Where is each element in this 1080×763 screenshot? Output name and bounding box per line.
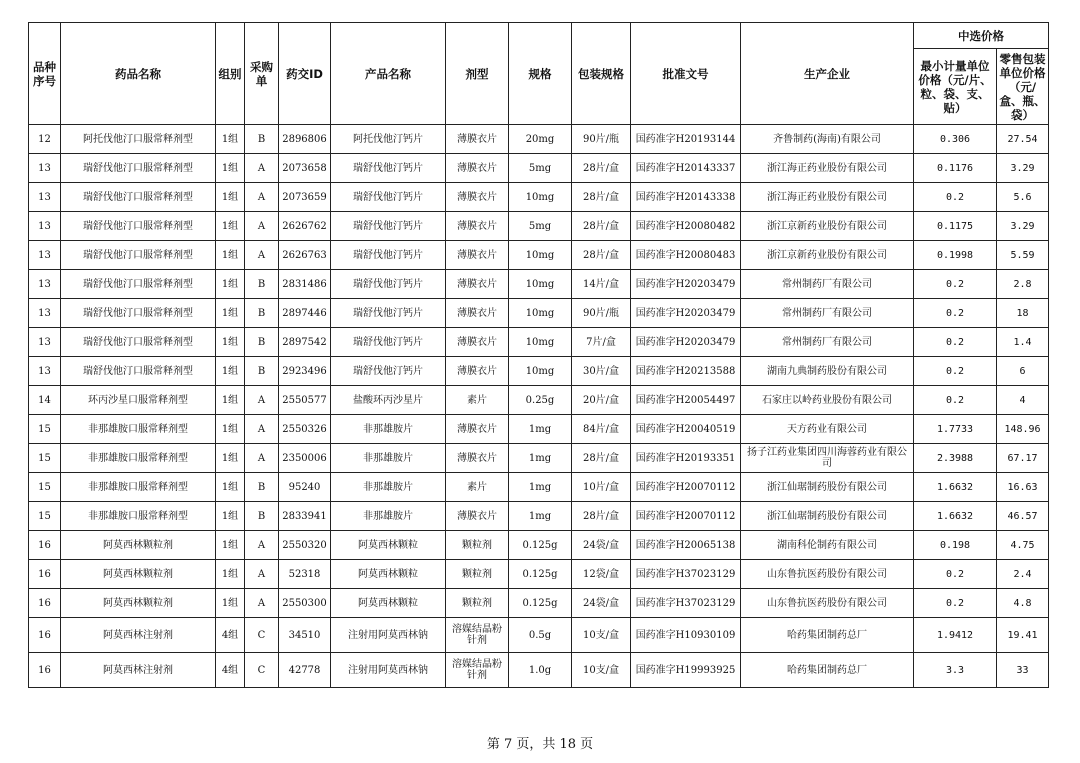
cell-purchase: A (245, 415, 279, 444)
cell-form: 薄膜衣片 (446, 328, 509, 357)
cell-product: 瑞舒伐他汀钙片 (331, 183, 446, 212)
cell-drug-name: 阿莫西林注射剂 (61, 618, 216, 653)
cell-form: 薄膜衣片 (446, 415, 509, 444)
cell-group: 1组 (216, 531, 245, 560)
table-body (29, 125, 1049, 688)
cell-drug-name: 瑞舒伐他汀口服常释剂型 (61, 241, 216, 270)
cell-maker: 山东鲁抗医药股份有限公司 (741, 560, 914, 589)
cell-approval: 国药准字H20070112 (631, 502, 741, 531)
cell-maker: 扬子江药业集团四川海蓉药业有限公司 (741, 444, 914, 473)
cell-maker: 山东鲁抗医药股份有限公司 (741, 589, 914, 618)
cell-spec: 1mg (509, 415, 572, 444)
cell-id: 2073658 (279, 154, 331, 183)
cell-spec: 1mg (509, 502, 572, 531)
cell-id: 2897446 (279, 299, 331, 328)
table-row (29, 502, 1049, 531)
cell-unit-price: 0.2 (914, 299, 997, 328)
cell-maker: 浙江海正药业股份有限公司 (741, 183, 914, 212)
cell-unit-price: 0.2 (914, 328, 997, 357)
cell-approval: 国药准字H20203479 (631, 299, 741, 328)
header-pack: 包装规格 (572, 23, 631, 125)
cell-group: 1组 (216, 357, 245, 386)
cell-drug-name: 非那雄胺口服常释剂型 (61, 444, 216, 473)
cell-pack-price: 3.29 (997, 212, 1049, 241)
header-drug-name: 药品名称 (61, 23, 216, 125)
cell-product: 非那雄胺片 (331, 444, 446, 473)
table-row (29, 415, 1049, 444)
cell-seq: 15 (29, 415, 61, 444)
cell-pack-price: 27.54 (997, 125, 1049, 154)
cell-approval: 国药准字H20065138 (631, 531, 741, 560)
header-unit-price: 最小计量单位价格（元/片、粒、袋、支、贴） (914, 49, 997, 125)
cell-form: 薄膜衣片 (446, 212, 509, 241)
cell-pack: 30片/盒 (572, 357, 631, 386)
cell-product: 瑞舒伐他汀钙片 (331, 270, 446, 299)
cell-pack: 90片/瓶 (572, 299, 631, 328)
cell-seq: 13 (29, 299, 61, 328)
cell-spec: 5mg (509, 212, 572, 241)
cell-form: 素片 (446, 473, 509, 502)
header-group: 组别 (216, 23, 245, 125)
cell-seq: 14 (29, 386, 61, 415)
cell-drug-name: 环丙沙星口服常释剂型 (61, 386, 216, 415)
table-row (29, 589, 1049, 618)
cell-spec: 1.0g (509, 653, 572, 688)
cell-seq: 16 (29, 653, 61, 688)
cell-id: 2923496 (279, 357, 331, 386)
cell-product: 注射用阿莫西林钠 (331, 653, 446, 688)
cell-purchase: A (245, 589, 279, 618)
cell-seq: 13 (29, 212, 61, 241)
cell-unit-price: 0.1176 (914, 154, 997, 183)
cell-seq: 16 (29, 560, 61, 589)
cell-group: 1组 (216, 125, 245, 154)
cell-unit-price: 1.7733 (914, 415, 997, 444)
cell-pack-price: 2.8 (997, 270, 1049, 299)
cell-drug-name: 瑞舒伐他汀口服常释剂型 (61, 212, 216, 241)
cell-pack-price: 2.4 (997, 560, 1049, 589)
header-seq: 品种序号 (29, 23, 61, 125)
cell-spec: 5mg (509, 154, 572, 183)
header-spec: 规格 (509, 23, 572, 125)
cell-purchase: A (245, 183, 279, 212)
cell-product: 瑞舒伐他汀钙片 (331, 154, 446, 183)
cell-maker: 浙江京新药业股份有限公司 (741, 241, 914, 270)
cell-pack-price: 4 (997, 386, 1049, 415)
table-row (29, 560, 1049, 589)
cell-unit-price: 0.306 (914, 125, 997, 154)
header-price-group: 中选价格 (914, 23, 1049, 49)
cell-purchase: B (245, 299, 279, 328)
cell-approval: 国药准字H20080482 (631, 212, 741, 241)
cell-purchase: B (245, 125, 279, 154)
cell-maker: 石家庄以岭药业股份有限公司 (741, 386, 914, 415)
table-row (29, 299, 1049, 328)
cell-product: 注射用阿莫西林钠 (331, 618, 446, 653)
cell-purchase: B (245, 270, 279, 299)
cell-maker: 常州制药厂有限公司 (741, 299, 914, 328)
cell-purchase: C (245, 653, 279, 688)
cell-drug-name: 瑞舒伐他汀口服常释剂型 (61, 299, 216, 328)
cell-pack-price: 6 (997, 357, 1049, 386)
cell-maker: 浙江仙琚制药股份有限公司 (741, 473, 914, 502)
cell-drug-name: 瑞舒伐他汀口服常释剂型 (61, 357, 216, 386)
cell-form: 薄膜衣片 (446, 125, 509, 154)
table-row (29, 183, 1049, 212)
cell-pack-price: 3.29 (997, 154, 1049, 183)
table-row (29, 473, 1049, 502)
cell-pack-price: 5.6 (997, 183, 1049, 212)
cell-approval: 国药准字H10930109 (631, 618, 741, 653)
cell-approval: 国药准字H20213588 (631, 357, 741, 386)
cell-seq: 12 (29, 125, 61, 154)
cell-pack: 24袋/盒 (572, 589, 631, 618)
cell-product: 阿莫西林颗粒 (331, 589, 446, 618)
cell-spec: 10mg (509, 183, 572, 212)
cell-approval: 国药准字H20054497 (631, 386, 741, 415)
header-approval: 批准文号 (631, 23, 741, 125)
cell-group: 1组 (216, 328, 245, 357)
header-product: 产品名称 (331, 23, 446, 125)
cell-approval: 国药准字H20143337 (631, 154, 741, 183)
cell-id: 95240 (279, 473, 331, 502)
cell-id: 2550577 (279, 386, 331, 415)
cell-maker: 湖南九典制药股份有限公司 (741, 357, 914, 386)
cell-unit-price: 0.1998 (914, 241, 997, 270)
cell-unit-price: 0.2 (914, 183, 997, 212)
cell-group: 1组 (216, 415, 245, 444)
table-row (29, 125, 1049, 154)
cell-drug-name: 阿莫西林颗粒剂 (61, 531, 216, 560)
cell-product: 非那雄胺片 (331, 473, 446, 502)
cell-unit-price: 0.198 (914, 531, 997, 560)
cell-purchase: A (245, 560, 279, 589)
cell-spec: 0.125g (509, 589, 572, 618)
cell-drug-name: 瑞舒伐他汀口服常释剂型 (61, 183, 216, 212)
cell-drug-name: 非那雄胺口服常释剂型 (61, 415, 216, 444)
cell-pack-price: 33 (997, 653, 1049, 688)
cell-seq: 15 (29, 502, 61, 531)
cell-id: 52318 (279, 560, 331, 589)
cell-pack: 7片/盒 (572, 328, 631, 357)
header-pack-price: 零售包装单位价格（元/盒、瓶、袋） (997, 49, 1049, 125)
cell-form: 薄膜衣片 (446, 270, 509, 299)
cell-product: 阿莫西林颗粒 (331, 560, 446, 589)
cell-form: 颗粒剂 (446, 589, 509, 618)
cell-group: 1组 (216, 589, 245, 618)
cell-pack: 10片/盒 (572, 473, 631, 502)
cell-product: 非那雄胺片 (331, 502, 446, 531)
cell-pack: 20片/盒 (572, 386, 631, 415)
cell-approval: 国药准字H20203479 (631, 270, 741, 299)
cell-pack: 28片/盒 (572, 154, 631, 183)
cell-product: 阿莫西林颗粒 (331, 531, 446, 560)
cell-group: 1组 (216, 502, 245, 531)
cell-unit-price: 2.3988 (914, 444, 997, 473)
cell-id: 2626762 (279, 212, 331, 241)
cell-purchase: A (245, 531, 279, 560)
cell-spec: 10mg (509, 241, 572, 270)
cell-pack: 90片/瓶 (572, 125, 631, 154)
cell-pack-price: 5.59 (997, 241, 1049, 270)
cell-purchase: A (245, 444, 279, 473)
cell-pack: 10支/盒 (572, 653, 631, 688)
cell-id: 2550300 (279, 589, 331, 618)
cell-seq: 13 (29, 328, 61, 357)
cell-approval: 国药准字H37023129 (631, 560, 741, 589)
cell-product: 非那雄胺片 (331, 415, 446, 444)
cell-maker: 天方药业有限公司 (741, 415, 914, 444)
cell-approval: 国药准字H20193144 (631, 125, 741, 154)
table-row (29, 270, 1049, 299)
cell-spec: 20mg (509, 125, 572, 154)
cell-approval: 国药准字H20203479 (631, 328, 741, 357)
cell-group: 1组 (216, 183, 245, 212)
page-footer: 第 7 页，共 18 页 (486, 737, 594, 752)
cell-drug-name: 阿莫西林注射剂 (61, 653, 216, 688)
cell-spec: 0.125g (509, 531, 572, 560)
table-row (29, 357, 1049, 386)
cell-form: 素片 (446, 386, 509, 415)
table-row (29, 241, 1049, 270)
cell-drug-name: 阿莫西林颗粒剂 (61, 589, 216, 618)
table-row (29, 386, 1049, 415)
cell-drug-name: 瑞舒伐他汀口服常释剂型 (61, 328, 216, 357)
cell-group: 1组 (216, 560, 245, 589)
cell-seq: 13 (29, 270, 61, 299)
cell-purchase: B (245, 473, 279, 502)
cell-group: 1组 (216, 444, 245, 473)
cell-seq: 13 (29, 154, 61, 183)
cell-pack: 14片/盒 (572, 270, 631, 299)
cell-form: 薄膜衣片 (446, 241, 509, 270)
cell-drug-name: 非那雄胺口服常释剂型 (61, 502, 216, 531)
cell-unit-price: 0.2 (914, 560, 997, 589)
cell-seq: 13 (29, 241, 61, 270)
table-row (29, 328, 1049, 357)
cell-approval: 国药准字H20070112 (631, 473, 741, 502)
table-row (29, 531, 1049, 560)
cell-unit-price: 3.3 (914, 653, 997, 688)
cell-product: 瑞舒伐他汀钙片 (331, 212, 446, 241)
cell-id: 2073659 (279, 183, 331, 212)
cell-maker: 浙江京新药业股份有限公司 (741, 212, 914, 241)
cell-purchase: B (245, 357, 279, 386)
table-row (29, 444, 1049, 473)
cell-spec: 10mg (509, 270, 572, 299)
cell-drug-name: 阿莫西林颗粒剂 (61, 560, 216, 589)
cell-product: 瑞舒伐他汀钙片 (331, 299, 446, 328)
cell-spec: 10mg (509, 357, 572, 386)
cell-purchase: A (245, 241, 279, 270)
cell-form: 颗粒剂 (446, 531, 509, 560)
cell-pack-price: 1.4 (997, 328, 1049, 357)
cell-pack-price: 148.96 (997, 415, 1049, 444)
table-row (29, 154, 1049, 183)
cell-group: 1组 (216, 299, 245, 328)
cell-maker: 常州制药厂有限公司 (741, 270, 914, 299)
cell-purchase: C (245, 618, 279, 653)
cell-unit-price: 0.2 (914, 357, 997, 386)
cell-group: 1组 (216, 473, 245, 502)
drug-price-table (28, 22, 1049, 688)
cell-pack: 28片/盒 (572, 183, 631, 212)
cell-id: 2833941 (279, 502, 331, 531)
cell-form: 溶媒结晶粉针剂 (446, 653, 509, 688)
cell-seq: 15 (29, 444, 61, 473)
cell-pack: 24袋/盒 (572, 531, 631, 560)
cell-id: 34510 (279, 618, 331, 653)
cell-form: 薄膜衣片 (446, 299, 509, 328)
cell-pack: 10支/盒 (572, 618, 631, 653)
cell-approval: 国药准字H19993925 (631, 653, 741, 688)
cell-pack-price: 18 (997, 299, 1049, 328)
cell-approval: 国药准字H37023129 (631, 589, 741, 618)
cell-unit-price: 0.2 (914, 386, 997, 415)
cell-spec: 10mg (509, 328, 572, 357)
cell-pack: 28片/盒 (572, 241, 631, 270)
cell-form: 薄膜衣片 (446, 444, 509, 473)
cell-pack-price: 16.63 (997, 473, 1049, 502)
cell-group: 4组 (216, 618, 245, 653)
cell-id: 2550320 (279, 531, 331, 560)
cell-purchase: A (245, 386, 279, 415)
cell-maker: 哈药集团制药总厂 (741, 618, 914, 653)
cell-seq: 13 (29, 183, 61, 212)
table-row (29, 212, 1049, 241)
cell-form: 薄膜衣片 (446, 502, 509, 531)
cell-pack-price: 4.8 (997, 589, 1049, 618)
cell-spec: 1mg (509, 444, 572, 473)
cell-product: 盐酸环丙沙星片 (331, 386, 446, 415)
cell-pack-price: 46.57 (997, 502, 1049, 531)
cell-product: 阿托伐他汀钙片 (331, 125, 446, 154)
cell-spec: 1mg (509, 473, 572, 502)
cell-unit-price: 1.6632 (914, 502, 997, 531)
cell-pack-price: 19.41 (997, 618, 1049, 653)
header-id: 药交ID (279, 23, 331, 125)
cell-form: 薄膜衣片 (446, 357, 509, 386)
cell-pack-price: 67.17 (997, 444, 1049, 473)
cell-group: 1组 (216, 154, 245, 183)
cell-pack: 28片/盒 (572, 502, 631, 531)
cell-spec: 0.5g (509, 618, 572, 653)
cell-purchase: A (245, 154, 279, 183)
cell-purchase: B (245, 502, 279, 531)
cell-product: 瑞舒伐他汀钙片 (331, 241, 446, 270)
cell-group: 1组 (216, 386, 245, 415)
cell-form: 薄膜衣片 (446, 154, 509, 183)
cell-unit-price: 0.2 (914, 270, 997, 299)
header-form: 剂型 (446, 23, 509, 125)
cell-spec: 0.125g (509, 560, 572, 589)
cell-product: 瑞舒伐他汀钙片 (331, 328, 446, 357)
cell-maker: 浙江仙琚制药股份有限公司 (741, 502, 914, 531)
cell-unit-price: 0.1175 (914, 212, 997, 241)
cell-maker: 常州制药厂有限公司 (741, 328, 914, 357)
cell-maker: 哈药集团制药总厂 (741, 653, 914, 688)
cell-seq: 15 (29, 473, 61, 502)
cell-pack: 12袋/盒 (572, 560, 631, 589)
cell-group: 4组 (216, 653, 245, 688)
cell-unit-price: 1.9412 (914, 618, 997, 653)
cell-drug-name: 非那雄胺口服常释剂型 (61, 473, 216, 502)
cell-id: 2626763 (279, 241, 331, 270)
cell-drug-name: 瑞舒伐他汀口服常释剂型 (61, 154, 216, 183)
table-row (29, 618, 1049, 653)
cell-spec: 0.25g (509, 386, 572, 415)
cell-id: 2897542 (279, 328, 331, 357)
cell-unit-price: 1.6632 (914, 473, 997, 502)
cell-group: 1组 (216, 241, 245, 270)
cell-id: 2350006 (279, 444, 331, 473)
cell-drug-name: 瑞舒伐他汀口服常释剂型 (61, 270, 216, 299)
cell-pack: 28片/盒 (572, 444, 631, 473)
header-maker: 生产企业 (741, 23, 914, 125)
cell-id: 2831486 (279, 270, 331, 299)
cell-pack: 28片/盒 (572, 212, 631, 241)
cell-maker: 齐鲁制药(海南)有限公司 (741, 125, 914, 154)
cell-approval: 国药准字H20040519 (631, 415, 741, 444)
cell-spec: 10mg (509, 299, 572, 328)
cell-unit-price: 0.2 (914, 589, 997, 618)
cell-seq: 16 (29, 531, 61, 560)
cell-drug-name: 阿托伐他汀口服常释剂型 (61, 125, 216, 154)
cell-id: 2896806 (279, 125, 331, 154)
cell-approval: 国药准字H20193351 (631, 444, 741, 473)
cell-maker: 湖南科伦制药有限公司 (741, 531, 914, 560)
cell-seq: 16 (29, 589, 61, 618)
cell-seq: 16 (29, 618, 61, 653)
cell-approval: 国药准字H20080483 (631, 241, 741, 270)
cell-pack: 84片/盒 (572, 415, 631, 444)
cell-group: 1组 (216, 270, 245, 299)
header-purchase: 采购单 (245, 23, 279, 125)
cell-form: 溶媒结晶粉针剂 (446, 618, 509, 653)
cell-pack-price: 4.75 (997, 531, 1049, 560)
table-row (29, 653, 1049, 688)
cell-approval: 国药准字H20143338 (631, 183, 741, 212)
cell-id: 2550326 (279, 415, 331, 444)
cell-group: 1组 (216, 212, 245, 241)
cell-purchase: A (245, 212, 279, 241)
cell-product: 瑞舒伐他汀钙片 (331, 357, 446, 386)
cell-seq: 13 (29, 357, 61, 386)
cell-form: 薄膜衣片 (446, 183, 509, 212)
cell-id: 42778 (279, 653, 331, 688)
cell-maker: 浙江海正药业股份有限公司 (741, 154, 914, 183)
cell-form: 颗粒剂 (446, 560, 509, 589)
cell-purchase: B (245, 328, 279, 357)
